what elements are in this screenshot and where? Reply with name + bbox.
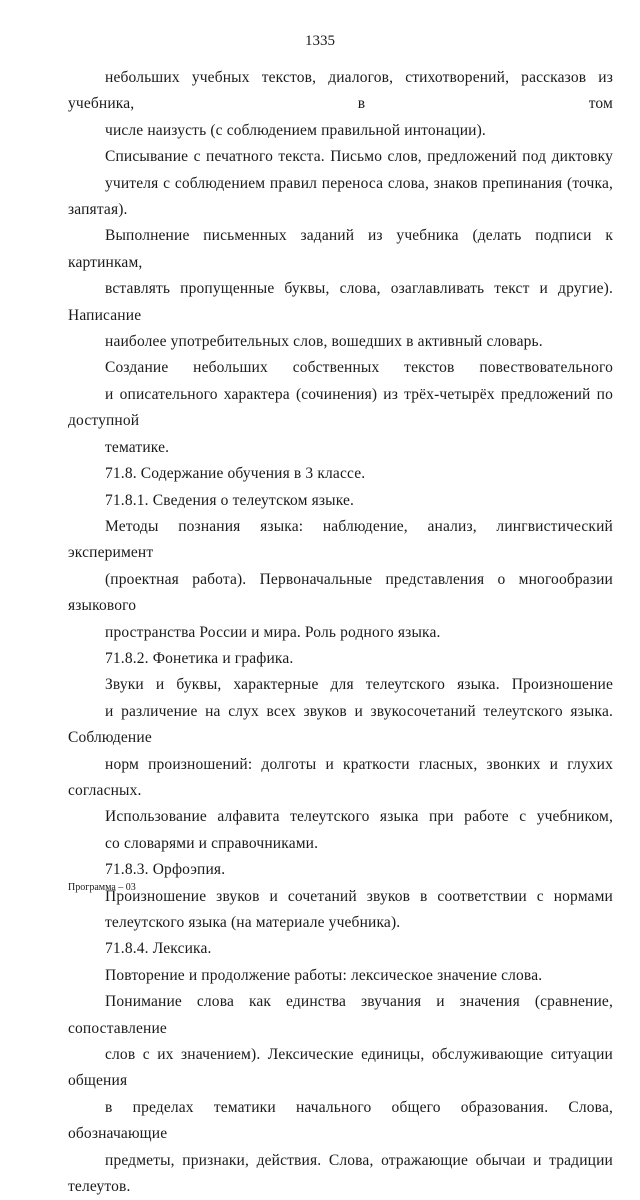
text-line: 71.8.4. Лексика.: [105, 940, 212, 958]
text-line: учителя с соблюдением правил переноса слова, знаков препинания (точка, запятая).: [68, 174, 613, 219]
text-line: норм произношений: долготы и краткости гласных, звонких и глухих согласных.: [68, 755, 613, 799]
paragraph: [68, 804, 613, 857]
paragraph: [68, 963, 613, 989]
footer-label: Программа – 03: [68, 882, 136, 893]
text-line: со словарями и справочниками.: [105, 834, 319, 852]
paragraph: [68, 989, 613, 1200]
text-line: Методы познания языка: наблюдение, анализ, лингвистический эксперимент: [68, 517, 613, 562]
paragraph: [68, 514, 613, 646]
text-line: Повторение и продолжение работы: лексическое значение слова.: [105, 966, 543, 984]
paragraph: [68, 461, 613, 487]
text-line: небольших учебных текстов, диалогов, стихотворений, рассказов из учебника, в том: [68, 69, 613, 113]
paragraph: [68, 355, 613, 461]
paragraph: [68, 936, 613, 962]
page-number: 1335: [305, 33, 335, 49]
text-line: Списывание с печатного текста. Письмо слов, предложений под диктовку: [105, 148, 613, 166]
text-line: предметы, признаки, действия. Слова, отражающие обычаи и традиции телеутов.: [68, 1151, 613, 1196]
text-line: числе наизусть (с соблюдением правильной интонации).: [105, 121, 486, 139]
document-body: [68, 65, 613, 1200]
text-line: и описательного характера (сочинения) из трёх-четырёх предложений по доступной: [68, 385, 613, 430]
text-line: 71.8.2. Фонетика и графика.: [105, 649, 294, 667]
text-line: Звуки и буквы, характерные для телеутского языка. Произношение: [105, 676, 613, 694]
paragraph: [68, 884, 613, 937]
paragraph: [68, 65, 613, 144]
text-line: 71.8.1. Сведения о телеутском языке.: [105, 491, 355, 509]
text-line: Использование алфавита телеутского языка при работе с учебником,: [105, 808, 613, 826]
text-line: в пределах тематики начального общего образования. Слова, обозначающие: [68, 1098, 613, 1143]
paragraph: [68, 857, 613, 883]
paragraph: [68, 672, 613, 804]
text-line: 71.8.3. Орфоэпия.: [105, 861, 226, 879]
paragraph: [68, 646, 613, 672]
paragraph: [68, 488, 613, 514]
text-line: тематике.: [105, 438, 170, 456]
text-line: телеутского языка (на материале учебника).: [105, 914, 401, 931]
text-line: наиболее употребительных слов, вошедших в активный словарь.: [105, 333, 543, 351]
text-line: Произношение звуков и сочетаний звуков в соответствии с нормами: [105, 887, 613, 905]
paragraph: [68, 144, 613, 355]
text-line: (проектная работа). Первоначальные представления о многообразии языкового: [68, 570, 613, 615]
text-line: Понимание слова как единства звучания и значения (сравнение, сопоставление: [68, 993, 613, 1037]
text-line: слов с их значением). Лексические единицы, обслуживающие ситуации общения: [68, 1046, 613, 1090]
text-line: вставлять пропущенные буквы, слова, озаглавливать текст и другие). Написание: [68, 280, 613, 324]
text-line: и различение на слух всех звуков и звукосочетаний телеутского языка. Соблюдение: [68, 702, 613, 747]
text-line: пространства России и мира. Роль родного языка.: [105, 623, 441, 641]
text-line: Создание небольших собственных текстов повествовательного: [105, 359, 613, 377]
text-line: Выполнение письменных заданий из учебника (делать подписи к картинкам,: [68, 227, 613, 271]
text-line: 71.8. Содержание обучения в 3 классе.: [105, 465, 366, 483]
